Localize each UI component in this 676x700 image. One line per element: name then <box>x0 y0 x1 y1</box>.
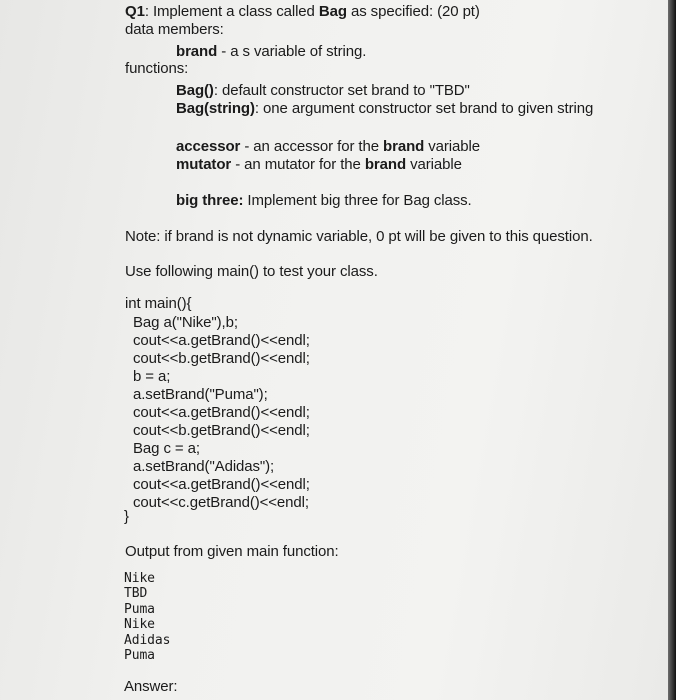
title-text: : Implement a class called <box>144 3 319 20</box>
code-line: cout<<c.getBrand()<<endl; <box>133 494 309 511</box>
question-number: Q1 <box>125 3 145 20</box>
accessor-desc-end: variable <box>424 138 480 155</box>
page-edge-shadow <box>668 0 676 700</box>
functions-heading: functions: <box>125 60 189 77</box>
brand-member <box>176 43 366 61</box>
accessor-desc: - an accessor for the <box>240 138 384 155</box>
output-heading: Output from given main function: <box>125 543 339 560</box>
brand-member-desc: - a s variable of string. <box>217 43 367 60</box>
default-constructor <box>176 82 470 100</box>
default-constructor-name: Bag() <box>176 82 214 99</box>
title-points: as specified: (20 pt) <box>346 3 480 20</box>
use-main-instruction: Use following main() to test your class. <box>125 263 378 280</box>
code-line: cout<<b.getBrand()<<endl; <box>133 350 310 367</box>
output-line: Puma <box>124 648 155 663</box>
output-line: Puma <box>124 602 155 617</box>
mutator-desc-end: variable <box>406 156 462 173</box>
mutator-function <box>176 156 462 174</box>
answer-label: Answer: <box>124 678 178 695</box>
code-line: Bag c = a; <box>133 440 200 457</box>
code-line: a.setBrand("Adidas"); <box>133 458 275 475</box>
mutator-name: mutator <box>176 156 232 173</box>
question-title <box>125 3 480 21</box>
code-line: cout<<a.getBrand()<<endl; <box>133 332 310 349</box>
output-line: Adidas <box>124 633 171 648</box>
output-line: TBD <box>124 586 148 601</box>
accessor-function <box>176 138 480 156</box>
title-class-name: Bag <box>318 3 347 20</box>
code-line: cout<<b.getBrand()<<endl; <box>133 422 310 439</box>
brand-member-name: brand <box>176 43 218 60</box>
big-three-name: big three: <box>176 192 244 209</box>
code-line: b = a; <box>133 368 171 385</box>
big-three <box>176 192 472 210</box>
code-line: Bag a("Nike"),b; <box>133 314 238 331</box>
string-constructor-name: Bag(string) <box>176 100 255 117</box>
big-three-desc: Implement big three for Bag class. <box>243 192 472 209</box>
accessor-brand: brand <box>383 138 425 155</box>
output-line: Nike <box>124 617 155 632</box>
accessor-name: accessor <box>176 138 241 155</box>
data-members-heading: data members: <box>125 21 224 38</box>
code-line: cout<<a.getBrand()<<endl; <box>133 476 310 493</box>
string-constructor <box>176 100 593 118</box>
code-line: int main(){ <box>125 295 192 312</box>
mutator-desc: - an mutator for the <box>231 156 365 173</box>
code-line: cout<<a.getBrand()<<endl; <box>133 404 310 421</box>
mutator-brand: brand <box>364 156 407 173</box>
code-line: } <box>124 508 129 525</box>
output-line: Nike <box>124 571 155 586</box>
default-constructor-desc: : default constructor set brand to "TBD" <box>213 82 470 99</box>
string-constructor-desc: : one argument constructor set brand to given string <box>254 100 594 117</box>
dynamic-variable-note: Note: if brand is not dynamic variable, 0 pt will be given to this question. <box>125 228 593 245</box>
code-line: a.setBrand("Puma"); <box>133 386 268 403</box>
